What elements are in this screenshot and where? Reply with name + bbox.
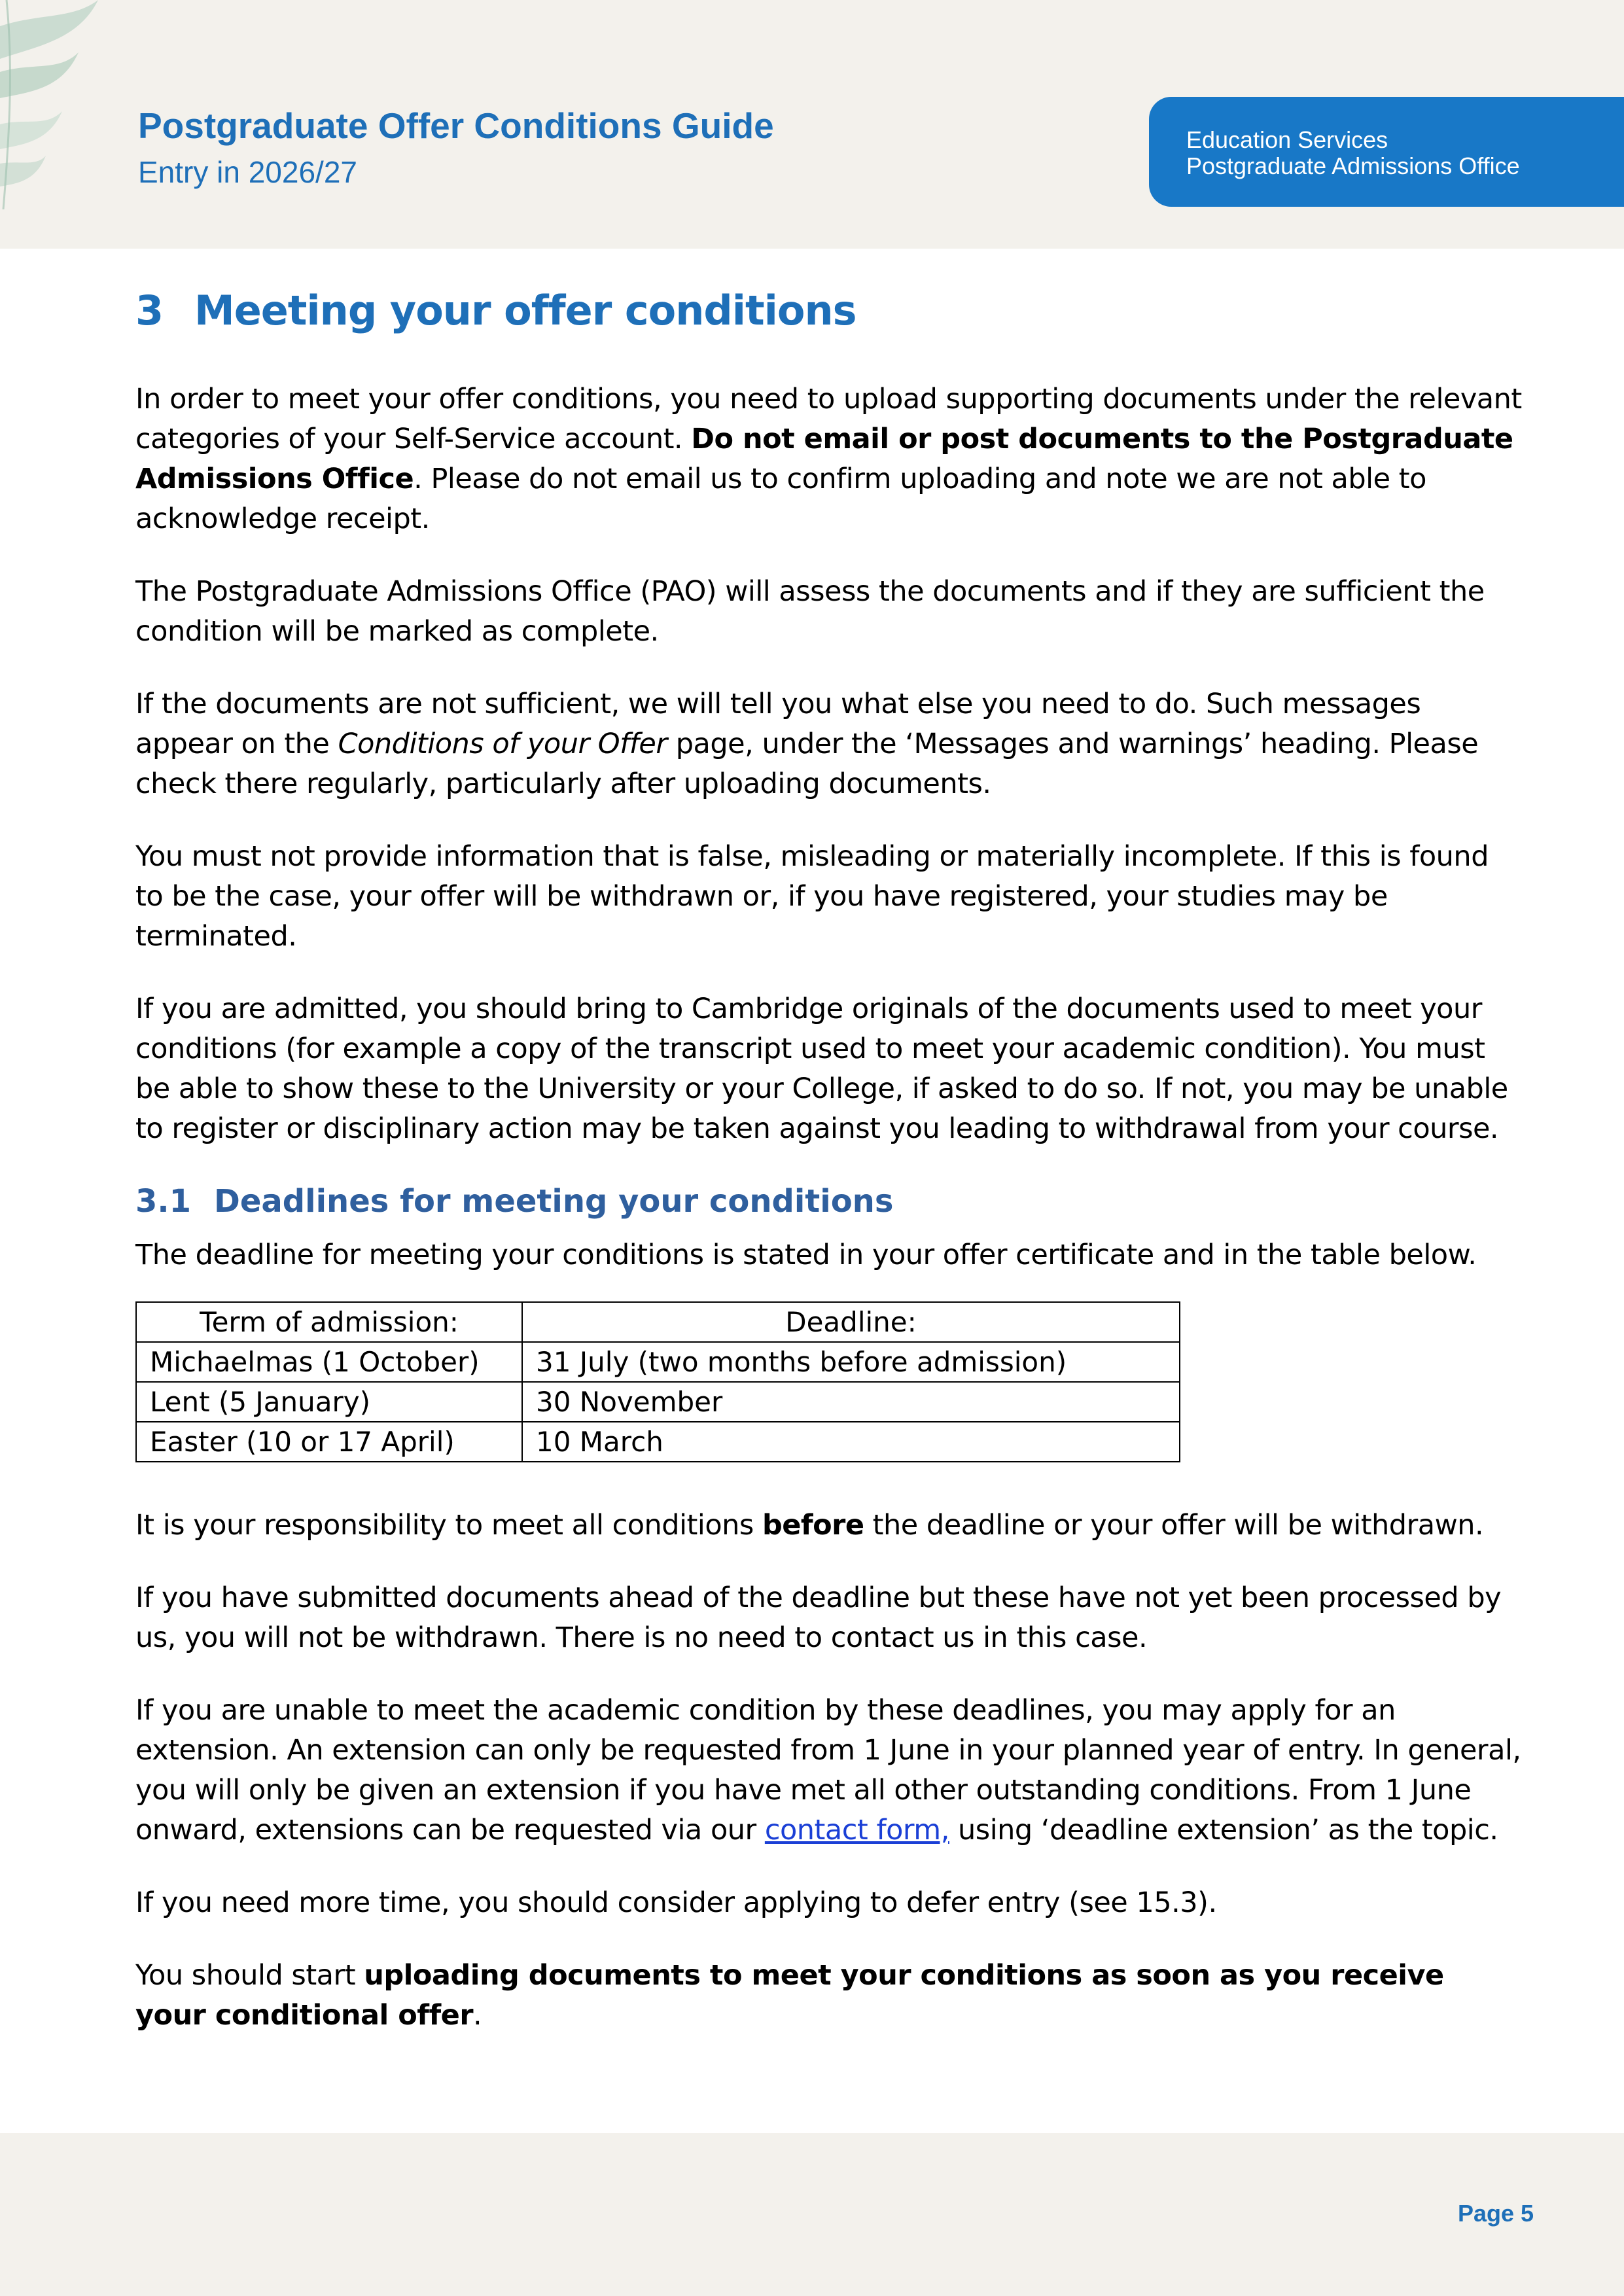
table-cell: Lent (5 January) — [136, 1382, 522, 1422]
bold-text: uploading documents to meet your conditions as soon as you receive your conditional offer — [135, 1959, 1444, 2032]
guide-subtitle: Entry in 2026/27 — [138, 155, 358, 189]
paragraph-false-info: You must not provide information that is false, misleading or materially incomplete. If this is found to be the case, your offer will be withdrawn or, if you have registered, your studies may be terminated. — [135, 840, 1489, 953]
section-heading — [135, 281, 1523, 340]
paragraph-defer: If you need more time, you should consider applying to defer entry (see 15.3). — [135, 1886, 1217, 1919]
paragraph-extension — [135, 1691, 1523, 1850]
office-box — [1149, 97, 1624, 207]
paragraph-text: If the documents are not sufficient, we will tell you what else you need to do. Such messages appear on the — [135, 688, 1421, 760]
paragraph-originals: If you are admitted, you should bring to Cambridge originals of the documents used to meet your conditions (for example a copy of the transcript used to meet your academic condition). You must be able to show these to the University or your College, if asked to do so. If not, you may be unable to register or disciplinary action may be taken against you leading to withdrawal from your course. — [135, 993, 1508, 1145]
paragraph-text: page, under the ‘Messages and warnings’ heading. Please check there regularly, particularly after uploading documents. — [135, 728, 1479, 800]
table-cell: Easter (10 or 17 April) — [136, 1422, 522, 1462]
office-line-2: Postgraduate Admissions Office — [1186, 152, 1520, 179]
paragraph-text: It is your responsibility to meet all conditions — [135, 1509, 762, 1542]
contact-form-link[interactable]: contact form, — [764, 1814, 949, 1846]
paragraph-deadline-intro: The deadline for meeting your conditions is stated in your offer certificate and in the table below. — [135, 1239, 1477, 1271]
table-header-cell: Deadline: — [522, 1302, 1180, 1342]
table-row — [136, 1422, 1180, 1462]
table-header-row — [136, 1302, 1180, 1342]
paragraph-text: If you are unable to meet the academic condition by these deadlines, you may apply for an extension. An extension can only be requested from 1 June in your planned year of entry. In general, you will only be given an extension if you have met all other outstanding conditions. From 1 June onward, extensions can be requested via our — [135, 1694, 1521, 1846]
paragraph-text: the deadline or your offer will be withdrawn. — [864, 1509, 1484, 1542]
table-row — [136, 1382, 1180, 1422]
deadlines-table — [135, 1301, 1180, 1462]
paragraph-text: . Please do not email us to confirm uploading and note we are not able to acknowledge receipt. — [135, 463, 1426, 535]
guide-title: Postgraduate Offer Conditions Guide — [138, 105, 774, 146]
italic-text: Conditions of your Offer — [338, 728, 667, 760]
paragraph-text: . — [473, 1999, 482, 2032]
table-cell: 31 July (two months before admission) — [522, 1342, 1180, 1382]
leaf-decoration-icon — [0, 0, 131, 209]
footer-band — [0, 2133, 1624, 2296]
paragraph-text: You should start — [135, 1959, 364, 1992]
bold-text: Do not email or post documents to the Postgraduate Admissions Office — [135, 423, 1513, 495]
section-number: 3 — [135, 287, 164, 334]
main-content — [135, 281, 1523, 2068]
paragraph-upload — [135, 380, 1523, 539]
table-header-cell: Term of admission: — [136, 1302, 522, 1342]
paragraph-text: In order to meet your offer conditions, you need to upload supporting documents under the relevant categories of your Self-Service account. — [135, 383, 1522, 455]
paragraph-start-uploading — [135, 1956, 1523, 2036]
table-cell: Michaelmas (1 October) — [136, 1342, 522, 1382]
page-number: Page 5 — [1458, 2200, 1534, 2227]
bold-text: before — [762, 1509, 864, 1542]
paragraph-text: using ‘deadline extension’ as the topic. — [949, 1814, 1498, 1846]
header-band — [0, 0, 1624, 249]
subsection-heading — [135, 1175, 1523, 1227]
table-cell: 30 November — [522, 1382, 1180, 1422]
paragraph-messages — [135, 684, 1523, 804]
section-title: Meeting your offer conditions — [194, 287, 856, 334]
subsection-number: 3.1 — [135, 1183, 192, 1220]
table-row — [136, 1342, 1180, 1382]
table-cell: 10 March — [522, 1422, 1180, 1462]
paragraph-responsibility — [135, 1506, 1523, 1545]
paragraph-submitted: If you have submitted documents ahead of the deadline but these have not yet been processed by us, you will not be withdrawn. There is no need to contact us in this case. — [135, 1581, 1502, 1654]
office-line-1: Education Services — [1186, 126, 1388, 153]
paragraph-assess: The Postgraduate Admissions Office (PAO) will assess the documents and if they are sufficient the condition will be marked as complete. — [135, 575, 1485, 648]
subsection-title: Deadlines for meeting your conditions — [214, 1183, 894, 1220]
